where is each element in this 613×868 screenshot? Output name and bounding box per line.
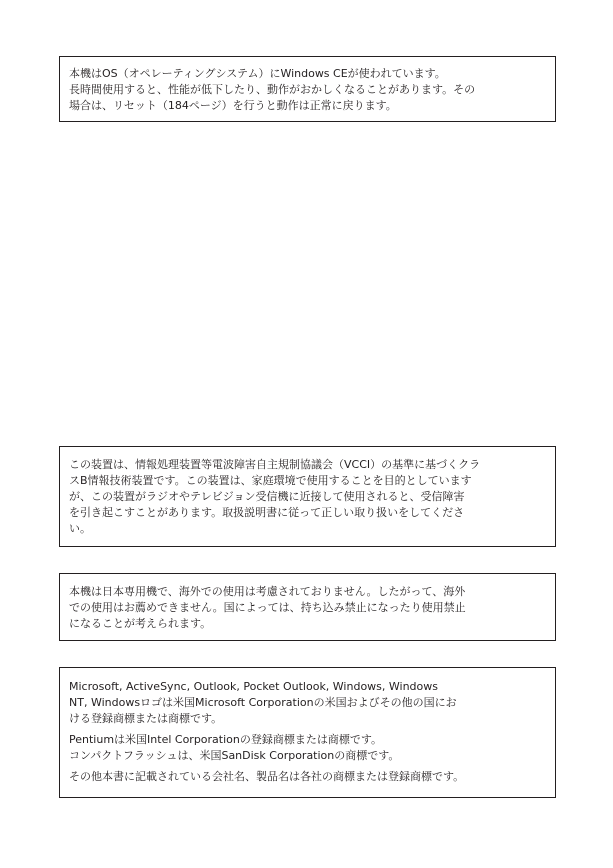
trademark-notice-box bbox=[59, 667, 556, 798]
vcci-notice-box bbox=[59, 446, 556, 547]
export-notice-text: 本機は日本専用機で、海外での使用は考慮されておりません。したがって、海外 での使用はお薦めできません。国によっては、持ち込み禁止になったり使用禁止 になることが考えられます。 bbox=[69, 585, 466, 630]
trademark-microsoft-text: Microsoft, ActiveSync, Outlook, Pocket Outlook, Windows, Windows NT, Windowsロゴは米国Microsoft Corporationの米国およびその他の国にお ける登録商標または商標です。 bbox=[69, 680, 457, 725]
trademark-intel-sandisk-text: Pentiumは米国Intel Corporationの登録商標または商標です。 コンパクトフラッシュは、米国SanDisk Corporationの商標です。 bbox=[69, 733, 400, 762]
trademark-others-text: その他本書に記載されている会社名、製品名は各社の商標または登録商標です。 bbox=[69, 770, 465, 783]
vcci-notice-text: この装置は、情報処理装置等電波障害自主規制協議会（VCCI）の基準に基づくクラ スB情報技術装置です。この装置は、家庭環境で使用することを目的としています が、この装置がラジオやテレビジョン受信機に近接して使用されると、受信障害 を引き起こすことがあります。取扱説明書に従って正しい取り扱いをしてくださ い。 bbox=[69, 458, 481, 535]
os-notice-text: 本機はOS（オペレーティングシステム）にWindows CEが使われています。 長時間使用すると、性能が低下したり、動作がおかしくなることがあります。その 場合は、リセット（184ページ）を行うと動作は正常に戻ります。 bbox=[69, 67, 476, 112]
export-notice-box bbox=[59, 573, 556, 641]
os-notice-box bbox=[59, 56, 556, 122]
